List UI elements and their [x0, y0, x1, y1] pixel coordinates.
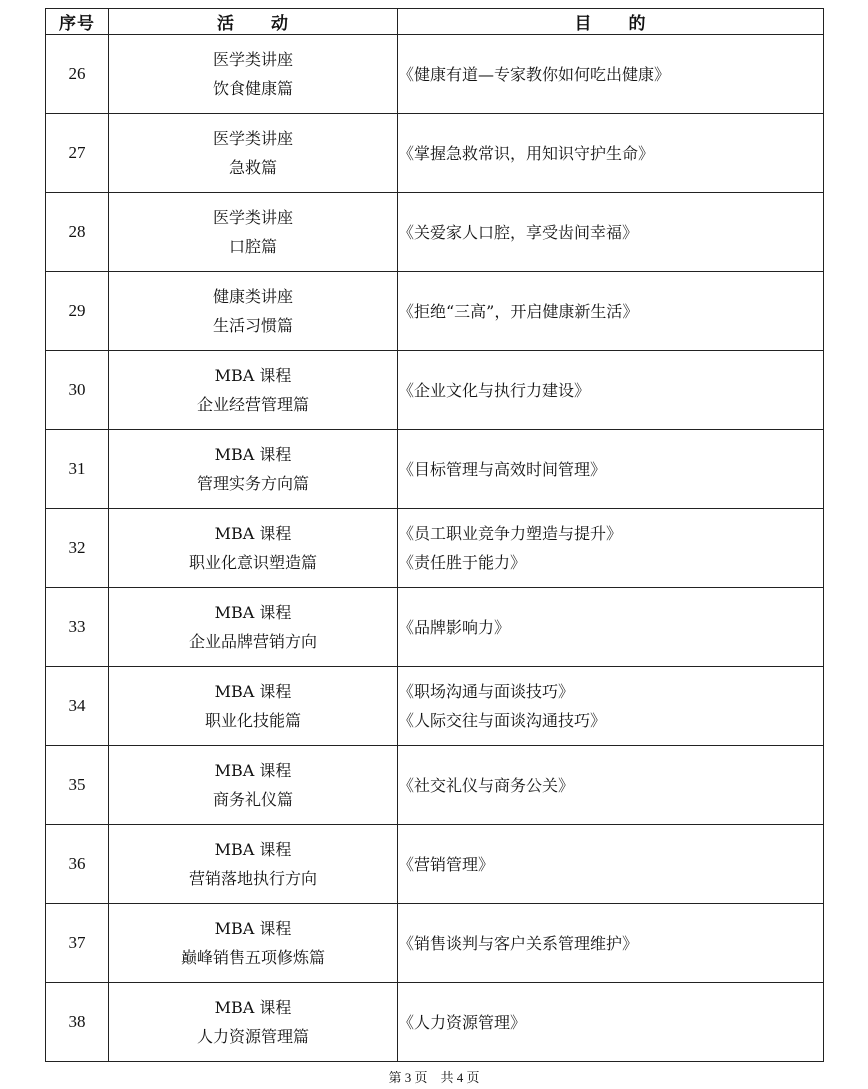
table-row: [46, 983, 824, 1062]
table-row: [46, 35, 824, 114]
purpose-cell: [398, 904, 824, 983]
activity-line: 健康类讲座: [212, 287, 293, 306]
purpose-cell: [398, 983, 824, 1062]
activity-line: 巅峰销售五项修炼篇: [180, 948, 325, 967]
activity-line: 职业化技能篇: [204, 711, 301, 730]
purpose-cell: [398, 746, 824, 825]
activity-cell: [109, 983, 398, 1062]
header-purpose: 目 的: [398, 9, 824, 35]
purpose-cell: [398, 430, 824, 509]
row-number: 30: [46, 351, 109, 430]
row-number: 28: [46, 193, 109, 272]
activity-cell: [109, 272, 398, 351]
page-footer: 第 3 页 共 4 页: [388, 1070, 480, 1085]
purpose-line: 《营销管理》: [398, 854, 495, 874]
header-no: 序号: [46, 9, 109, 35]
activity-line: 管理实务方向篇: [196, 474, 309, 493]
purpose-cell: [398, 193, 824, 272]
table-row: [46, 509, 824, 588]
activity-line: 医学类讲座: [212, 129, 293, 148]
activity-line: 职业化意识塑造篇: [188, 553, 317, 572]
purpose-line: 《关爱家人口腔，享受齿间幸福》: [398, 222, 639, 242]
activity-line: MBA 课程: [214, 840, 292, 859]
purpose-line: 《责任胜于能力》: [398, 553, 527, 572]
purpose-line: 《人力资源管理》: [398, 1012, 527, 1032]
activity-line: MBA 课程: [214, 445, 292, 464]
purpose-line: 《人际交往与面谈沟通技巧》: [398, 711, 607, 730]
purpose-cell: [398, 114, 824, 193]
activity-line: 饮食健康篇: [212, 79, 293, 98]
row-number: 33: [46, 588, 109, 667]
activity-cell: [109, 746, 398, 825]
purpose-cell: [398, 667, 824, 746]
table-row: [46, 272, 824, 351]
row-number: 27: [46, 114, 109, 193]
activity-cell: [109, 193, 398, 272]
purpose-line: 《拒绝“三高”，开启健康新生活》: [398, 301, 639, 321]
table-row: [46, 114, 824, 193]
purpose-line: 《健康有道—专家教你如何吃出健康》: [398, 64, 671, 84]
purpose-cell: [398, 588, 824, 667]
activity-line: MBA 课程: [214, 603, 292, 622]
row-number: 32: [46, 509, 109, 588]
activity-cell: [109, 667, 398, 746]
activity-cell: [109, 114, 398, 193]
table-row: [46, 588, 824, 667]
activity-cell: [109, 588, 398, 667]
table-row: [46, 351, 824, 430]
table-row: [46, 746, 824, 825]
activity-line: 企业品牌营销方向: [188, 632, 317, 651]
activity-cell: [109, 35, 398, 114]
activity-line: MBA 课程: [214, 366, 292, 385]
row-number: 31: [46, 430, 109, 509]
activity-table: [45, 8, 824, 1062]
activity-cell: [109, 904, 398, 983]
activity-line: MBA 课程: [214, 919, 292, 938]
activity-line: 人力资源管理篇: [196, 1027, 309, 1046]
table-row: [46, 667, 824, 746]
row-number: 38: [46, 983, 109, 1062]
row-number: 36: [46, 825, 109, 904]
purpose-line: 《职场沟通与面谈技巧》: [398, 682, 575, 701]
activity-cell: [109, 825, 398, 904]
activity-line: MBA 课程: [214, 998, 292, 1017]
row-number: 26: [46, 35, 109, 114]
purpose-cell: [398, 509, 824, 588]
purpose-cell: [398, 351, 824, 430]
header-activity: 活 动: [109, 9, 398, 35]
table-row: [46, 193, 824, 272]
row-number: 35: [46, 746, 109, 825]
purpose-line: 《企业文化与执行力建设》: [398, 380, 591, 400]
purpose-line: 《社交礼仪与商务公关》: [398, 775, 575, 795]
purpose-cell: [398, 272, 824, 351]
activity-line: MBA 课程: [214, 682, 292, 701]
activity-line: 营销落地执行方向: [188, 869, 317, 888]
activity-line: 医学类讲座: [212, 50, 293, 69]
activity-line: 商务礼仪篇: [212, 790, 293, 809]
purpose-line: 《员工职业竞争力塑造与提升》: [398, 524, 623, 543]
purpose-line: 《掌握急救常识，用知识守护生命》: [398, 143, 655, 163]
activity-line: MBA 课程: [214, 524, 292, 543]
activity-line: 口腔篇: [228, 237, 277, 256]
table-header-row: [46, 9, 824, 35]
purpose-cell: [398, 35, 824, 114]
activity-line: 生活习惯篇: [212, 316, 293, 335]
table-row: [46, 430, 824, 509]
activity-line: MBA 课程: [214, 761, 292, 780]
purpose-line: 《销售谈判与客户关系管理维护》: [398, 933, 639, 953]
row-number: 37: [46, 904, 109, 983]
activity-cell: [109, 430, 398, 509]
activity-line: 医学类讲座: [212, 208, 293, 227]
activity-line: 急救篇: [228, 158, 277, 177]
activity-cell: [109, 509, 398, 588]
activity-line: 企业经营管理篇: [196, 395, 309, 414]
purpose-line: 《目标管理与高效时间管理》: [398, 459, 607, 479]
purpose-cell: [398, 825, 824, 904]
row-number: 29: [46, 272, 109, 351]
row-number: 34: [46, 667, 109, 746]
table-row: [46, 825, 824, 904]
activity-cell: [109, 351, 398, 430]
purpose-line: 《品牌影响力》: [398, 617, 511, 637]
table-row: [46, 904, 824, 983]
